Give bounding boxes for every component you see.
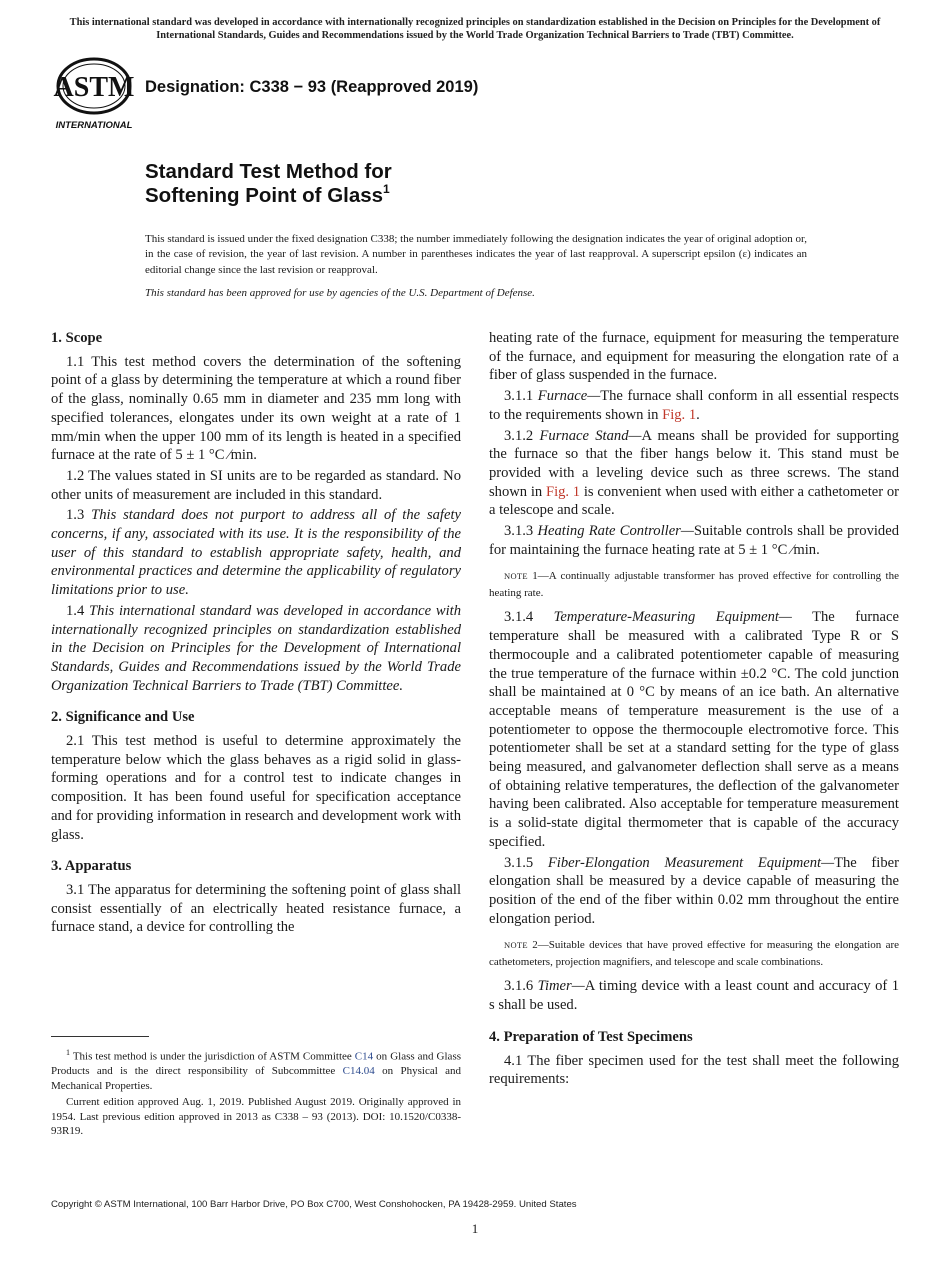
svg-text:INTERNATIONAL: INTERNATIONAL	[55, 120, 133, 131]
paragraph-1-2: 1.2 The values stated in SI units are to be regarded as standard. No other units of measurement are included in this standard.	[51, 467, 461, 503]
defense-approval-note: This standard has been approved for use by agencies of the U.S. Department of Defense.	[145, 287, 535, 300]
copyright-notice: Copyright © ASTM International, 100 Barr Harbor Drive, PO Box C700, West Conshohocken, PA 19428-2959. United States	[51, 1199, 577, 1210]
document-title	[145, 160, 392, 208]
astm-logo	[52, 56, 136, 132]
paragraph-3-1-3: 3.1.3 Heating Rate Controller—Suitable controls shall be provided for maintaining the furnace heating rate at 5 ± 1 °C ⁄min.	[489, 523, 899, 558]
note-2: NOTE 2—Suitable devices that have proved effective for measuring the elongation are cathetometers, projection magnifiers, and telescope and scale combinations.	[489, 939, 899, 968]
paragraph-2-1: 2.1 This test method is useful to determine approximately the temperature below which the glass behaves as a rigid solid in glass-forming operations and for a control test to indicate changes in composition. It has been found useful for specification acceptance and for providing information in research and development work with glass.	[51, 733, 461, 843]
committee-c14-link[interactable]: C14	[354, 1050, 374, 1063]
fig-1-link[interactable]: Fig. 1	[545, 483, 581, 500]
section-heading-significance: 2. Significance and Use	[51, 709, 195, 726]
section-heading-preparation: 4. Preparation of Test Specimens	[489, 1028, 693, 1045]
issuance-note: This standard is issued under the fixed designation C338; the number immediately following the designation indicates the year of original adoption or, in the case of revision, the year of last revision. A number in parentheses indicates the year of last reapproval. A superscript epsilon (ε) indicates an editorial change since the last revision or reapproval.	[145, 233, 807, 276]
section-heading-apparatus: 3. Apparatus	[51, 858, 132, 875]
paragraph-3-1-4: 3.1.4 Temperature-Measuring Equipment— The furnace temperature shall be measured with a calibrated Type R or S thermocouple and a calibrated potentiometer capable of measuring the true temperature of the furnace within ±0.2 °C. The cold junction shall be maintained at 0 °C by means of an ice bath. An alternative acceptable means of temperature measurement is the use of a potentiometer to oppose the thermocouple electromotive force. This potentiometer shall be set at a standard setting for the type of glass being measured, and galvanometer deflection shall serve as a means of obtaining relative temperatures, the deflection of the galvanometer having been calibrated. Also acceptable for temperature measurement is a solid-state digital thermometer that is capable of the accuracy specified.	[489, 609, 899, 850]
paragraph-3-1-1: 3.1.1 Furnace—The furnace shall conform in all essential respects to the requirements shown in Fig. 1.	[489, 388, 899, 423]
fig-1-link[interactable]: Fig. 1	[662, 406, 697, 423]
edition-note: Current edition approved Aug. 1, 2019. Published August 2019. Originally approved in 1954. Last previous edition approved in 2013 as C338 – 93 (2013). DOI: 10.1520/C0338-93R19.	[51, 1096, 461, 1138]
note-1: NOTE 1—A continually adjustable transformer has proved effective for controlling the heating rate.	[489, 570, 899, 599]
right-column	[489, 329, 899, 1091]
paragraph-1-4: 1.4 This international standard was developed in accordance with internationally recognized principles on standardization established in the Decision on Principles for the Development of International Standards, Guides and Recommendations issued by the World Trade Organization Technical Barriers to Trade (TBT) Committee.	[51, 602, 462, 694]
svg-text:ASTM: ASTM	[53, 72, 135, 103]
paragraph-3-1-6: 3.1.6 Timer—A timing device with a least count and accuracy of 1 s shall be used.	[489, 978, 899, 1014]
left-column	[51, 329, 461, 939]
section-heading-scope: 1. Scope	[51, 330, 103, 346]
footnote-1: $^1$ This test method is under the jurisdiction of ASTM Committee C14 on Glass and Glass Products and is the direct responsibility of Subcommittee C14.04 on Physical and Mechanical Properties.	[51, 1048, 462, 1092]
wto-banner: This international standard was developed in accordance with internationally recognized principles on standardization established in the Decision on Principles for the Development of International Standards, Guides and Recommendations issued by the World Trade Organization Technical Barriers to Trade (TBT) Committee.	[69, 17, 881, 41]
paragraph-1-1: 1.1 This test method covers the determination of the softening point of a glass by determining the temperature at which a round fiber of the glass, nominally 0.65 mm in diameter and 235 mm long with specified tolerances, elongates under its own weight at a rate of 1 mm/min when the upper 100 mm of its length is heated in a specified furnace at the rate of 5 ± 1 °C ⁄min.	[51, 353, 461, 464]
paragraph-3-1-5: 3.1.5 Fiber-Elongation Measurement Equipment—The fiber elongation shall be measured by a device capable of measuring the position of the end of the fiber within 0.02 mm throughout the entire elongation period.	[489, 854, 899, 927]
paragraph-1-3: 1.3 This standard does not purport to address all of the safety concerns, if any, associated with its use. It is the responsibility of the user of this standard to establish appropriate safety, health, and environmental practices and determine the applicability of regulatory limitations prior to use.	[51, 507, 461, 599]
title-line-2: Softening Point of Glass$^1$	[145, 182, 390, 207]
footnote-rule	[51, 1036, 149, 1037]
standard-intro	[145, 232, 807, 302]
paragraph-3-1-start: 3.1 The apparatus for determining the softening point of glass shall consist essentially of an electrically heated resistance furnace, a furnace stand, a device for controlling the	[51, 881, 461, 936]
designation: Designation: C338 − 93 (Reapproved 2019)	[145, 78, 479, 96]
footnotes	[51, 1046, 461, 1141]
paragraph-3-1-2: 3.1.2 Furnace Stand—A means shall be provided for supporting the furnace so that the fiber hangs below it. This stand must be provided with a leveling device such as three screws. The stand shown in Fig. 1 is convenient when used with either a cathetometer or a telescope and scale.	[489, 427, 900, 519]
title-footnote-mark: 1	[383, 182, 390, 196]
title-line-1: Standard Test Method for	[145, 160, 392, 183]
page-number: 1	[471, 1221, 479, 1236]
paragraph-4-1: 4.1 The fiber specimen used for the test shall meet the following requirements:	[489, 1052, 899, 1088]
paragraph-3-1-continued: heating rate of the furnace, equipment for measuring the temperature of the furnace, and equipment for measuring the elongation rate of a fiber of glass suspended in the furnace.	[489, 330, 899, 384]
subcommittee-c14-04-link[interactable]: C14.04	[342, 1065, 375, 1078]
